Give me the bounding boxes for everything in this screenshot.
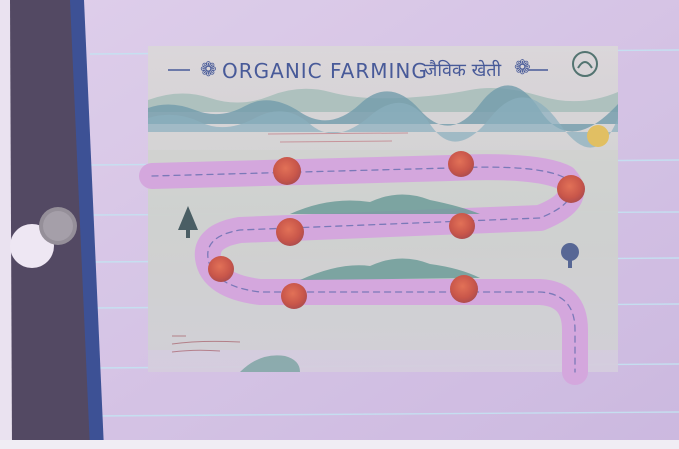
svg-text:❁: ❁ bbox=[514, 55, 532, 79]
poster-title-hindi: जैविक खेती bbox=[424, 60, 502, 81]
svg-text:❁: ❁ bbox=[200, 57, 218, 81]
poster-title: ORGANIC FARMING bbox=[222, 59, 428, 83]
